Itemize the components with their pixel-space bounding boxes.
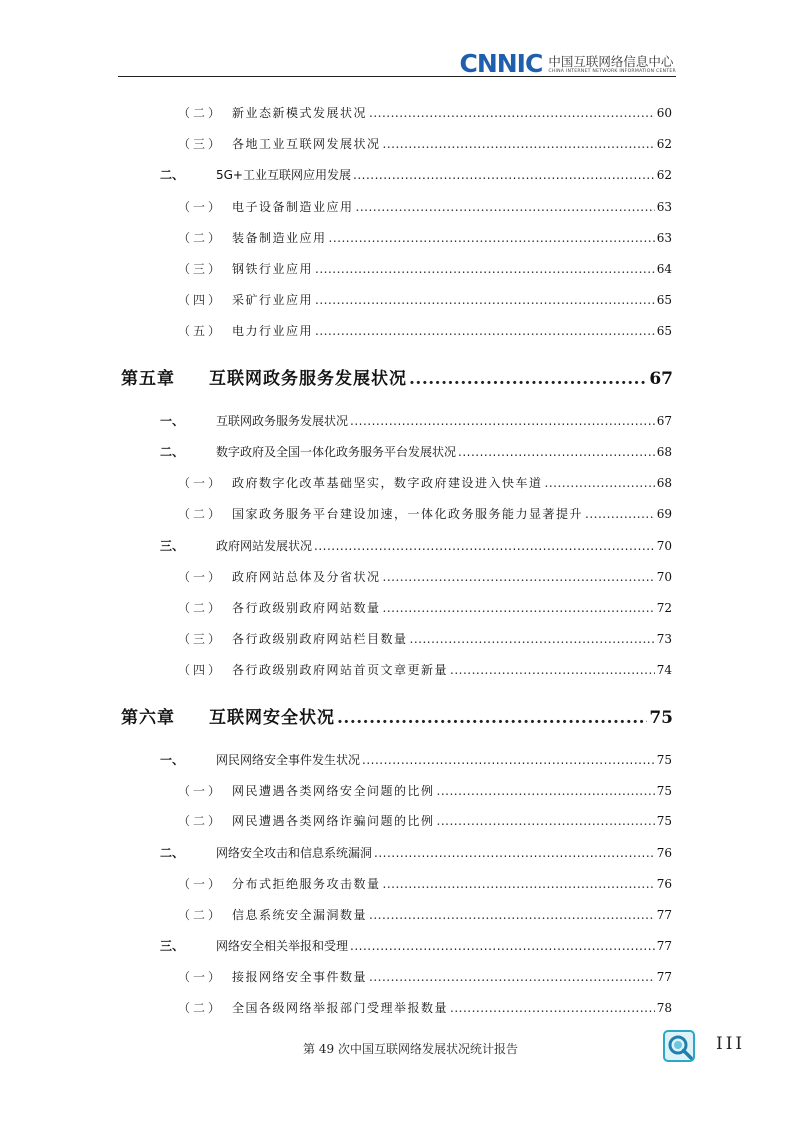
toc-entry-number: （二） [178, 814, 224, 828]
toc-entry-number: （三） [178, 262, 224, 276]
toc-entry-number: 一、 [160, 414, 185, 428]
toc-entry-title: 全国各级网络举报部门受理举报数量 [232, 1001, 449, 1015]
toc-entry-number: （四） [178, 663, 224, 677]
toc-section-entry[interactable] [160, 937, 672, 954]
toc-entry-title: 政府数字化改革基础坚实，数字政府建设进入快车道 [232, 476, 543, 490]
toc-entry-number: （一） [178, 476, 224, 490]
toc-section-entry[interactable] [160, 844, 672, 861]
toc-dot-leader [383, 601, 655, 615]
toc-entry-number: 二、 [160, 846, 185, 860]
toc-dot-leader [374, 846, 655, 860]
toc-dot-leader [350, 414, 655, 428]
toc-entry-title: 电子设备制造业应用 [232, 200, 354, 214]
toc-page-number: 76 [656, 877, 672, 891]
toc-page-number: 63 [656, 231, 672, 245]
toc-entry-number: （一） [178, 970, 224, 984]
toc-entry-title: 互联网安全状况 [209, 708, 335, 728]
toc-entry-title: 5G+工业互联网应用发展 [216, 168, 351, 182]
toc-dot-leader [458, 445, 655, 459]
toc-dot-leader [450, 1001, 655, 1015]
toc-page-number: 68 [656, 445, 672, 459]
toc-entry-title: 新业态新模式发展状况 [232, 106, 368, 120]
toc-page-number: 77 [656, 908, 672, 922]
toc-subsection-entry[interactable] [178, 968, 672, 985]
toc-dot-leader [315, 262, 655, 276]
toc-entry-title: 网民遭遇各类网络安全问题的比例 [232, 784, 435, 798]
page-header [118, 50, 676, 78]
toc-page-number: 75 [649, 708, 673, 728]
toc-entry-number: （二） [178, 908, 224, 922]
org-name: 中国互联网络信息中心 [548, 53, 674, 69]
toc-dot-leader [545, 476, 655, 490]
toc-dot-leader [315, 324, 655, 338]
toc-page-number: 72 [656, 601, 672, 615]
toc-entry-title: 各地工业互联网发展状况 [232, 137, 381, 151]
toc-entry-number: 一、 [160, 753, 185, 767]
org-name-en: CHINA INTERNET NETWORK INFORMATION CENTER [548, 68, 676, 74]
toc-entry-title: 各行政级别政府网站首页文章更新量 [232, 663, 449, 677]
toc-subsection-entry[interactable] [178, 322, 672, 339]
toc-entry-title: 互联网政务服务发展状况 [209, 369, 407, 389]
toc-entry-title: 装备制造业应用 [232, 231, 327, 245]
toc-dot-leader [437, 784, 655, 798]
toc-entry-number: 三、 [160, 539, 185, 553]
toc-dot-leader [383, 877, 655, 891]
toc-entry-number: 二、 [160, 445, 185, 459]
logo-mark: CNNIC [459, 49, 543, 78]
toc-entry-number: （三） [178, 137, 224, 151]
toc-dot-leader [356, 200, 655, 214]
toc-entry-number: 二、 [160, 168, 185, 182]
toc-section-entry[interactable] [160, 443, 672, 460]
toc-page-number: 75 [656, 753, 672, 767]
toc-entry-title: 互联网政务服务发展状况 [216, 414, 349, 428]
toc-subsection-entry[interactable] [178, 999, 672, 1016]
toc-entry-number: （一） [178, 570, 224, 584]
toc-page-number: 62 [656, 168, 672, 182]
toc-dot-leader [383, 137, 655, 151]
toc-dot-leader [353, 168, 655, 182]
toc-page-number: 65 [656, 293, 672, 307]
toc-subsection-entry[interactable] [178, 599, 672, 616]
toc-subsection-entry[interactable] [178, 812, 672, 829]
toc-entry-title: 各行政级别政府网站数量 [232, 601, 381, 615]
toc-page-number: 73 [656, 632, 672, 646]
toc-page-number: 60 [656, 106, 672, 120]
toc-page-number: 68 [656, 476, 672, 490]
toc-subsection-entry[interactable] [178, 782, 672, 799]
toc-entry-title: 政府网站发展状况 [216, 539, 313, 553]
header-divider [118, 76, 676, 77]
toc-entry-number: （一） [178, 784, 224, 798]
toc-page-number: 78 [656, 1001, 672, 1015]
toc-entry-title: 网络安全相关举报和受理 [216, 939, 349, 953]
toc-subsection-entry[interactable] [178, 474, 672, 491]
toc-subsection-entry[interactable] [178, 505, 672, 522]
toc-page-number: 62 [656, 137, 672, 151]
toc-subsection-entry[interactable] [178, 661, 672, 678]
toc-chapter-entry[interactable] [121, 703, 673, 728]
toc-page-number: 70 [656, 539, 672, 553]
toc-dot-leader [315, 293, 655, 307]
toc-chapter-entry[interactable] [121, 364, 673, 389]
toc-entry-number: （五） [178, 324, 224, 338]
toc-dot-leader [329, 231, 655, 245]
toc-entry-number: 三、 [160, 939, 185, 953]
toc-entry-title: 政府网站总体及分省状况 [232, 570, 381, 584]
toc-entry-title: 各行政级别政府网站栏目数量 [232, 632, 408, 646]
page-number: III [716, 1034, 746, 1054]
toc-entry-number: （二） [178, 1001, 224, 1015]
toc-entry-title: 分布式拒绝服务攻击数量 [232, 877, 381, 891]
toc-dot-leader [369, 908, 655, 922]
toc-page-number: 75 [656, 784, 672, 798]
toc-page-number: 77 [656, 970, 672, 984]
toc-subsection-entry[interactable] [178, 906, 672, 923]
toc-subsection-entry[interactable] [178, 104, 672, 121]
toc-dot-leader [410, 632, 655, 646]
toc-subsection-entry[interactable] [178, 568, 672, 585]
toc-subsection-entry[interactable] [178, 630, 672, 647]
report-title: 第 49 次中国互联网络发展状况统计报告 [303, 1042, 518, 1056]
toc-entry-title: 网络安全攻击和信息系统漏洞 [216, 846, 373, 860]
toc-entry-number: （二） [178, 231, 224, 245]
toc-entry-title: 数字政府及全国一体化政务服务平台发展状况 [216, 445, 457, 459]
toc-entry-number: 第六章 [121, 708, 175, 728]
toc-subsection-entry[interactable] [178, 875, 672, 892]
toc-dot-leader [585, 507, 655, 521]
toc-page-number: 67 [649, 369, 673, 389]
toc-page-number: 75 [656, 814, 672, 828]
toc-entry-number: 第五章 [121, 369, 175, 389]
toc-entry-title: 信息系统安全漏洞数量 [232, 908, 368, 922]
toc-dot-leader [350, 939, 655, 953]
toc-entry-number: （四） [178, 293, 224, 307]
toc-entry-title: 采矿行业应用 [232, 293, 314, 307]
toc-dot-leader [314, 539, 655, 553]
toc-page-number: 65 [656, 324, 672, 338]
toc-entry-number: （二） [178, 601, 224, 615]
toc-subsection-entry[interactable] [178, 260, 672, 277]
toc-entry-title: 电力行业应用 [232, 324, 314, 338]
cnnic-logo [459, 49, 676, 78]
toc-entry-number: （一） [178, 200, 224, 214]
toc-dot-leader [437, 814, 655, 828]
toc-entry-number: （三） [178, 632, 224, 646]
toc-dot-leader [369, 970, 655, 984]
toc-entry-number: （一） [178, 877, 224, 891]
toc-dot-leader [450, 663, 655, 677]
toc-dot-leader [383, 570, 655, 584]
toc-dot-leader [369, 106, 655, 120]
toc-dot-leader [409, 369, 647, 389]
toc-page-number: 70 [656, 570, 672, 584]
toc-page-number: 67 [656, 414, 672, 428]
toc-page-number: 63 [656, 200, 672, 214]
toc-entry-title: 国家政务服务平台建设加速，一体化政务服务能力显著提升 [232, 507, 584, 521]
toc-entry-number: （二） [178, 106, 224, 120]
toc-dot-leader [362, 753, 655, 767]
toc-section-entry[interactable] [160, 166, 672, 183]
toc-section-entry[interactable] [160, 751, 672, 768]
toc-dot-leader [337, 708, 647, 728]
toc-subsection-entry[interactable] [178, 229, 672, 246]
toc-page-number: 64 [656, 262, 672, 276]
toc-page-number: 77 [656, 939, 672, 953]
toc-page-number: 74 [656, 663, 672, 677]
toc-entry-title: 接报网络安全事件数量 [232, 970, 368, 984]
toc-subsection-entry[interactable] [178, 291, 672, 308]
toc-section-entry[interactable] [160, 412, 672, 429]
magnifier-logo-icon [663, 1030, 695, 1062]
toc-entry-number: （二） [178, 507, 224, 521]
toc-page-number: 76 [656, 846, 672, 860]
toc-subsection-entry[interactable] [178, 198, 672, 215]
toc-entry-title: 网民网络安全事件发生状况 [216, 753, 361, 767]
toc-entry-title: 网民遭遇各类网络诈骗问题的比例 [232, 814, 435, 828]
toc-subsection-entry[interactable] [178, 135, 672, 152]
toc-page-number: 69 [656, 507, 672, 521]
toc-entry-title: 钢铁行业应用 [232, 262, 314, 276]
toc-section-entry[interactable] [160, 537, 672, 554]
